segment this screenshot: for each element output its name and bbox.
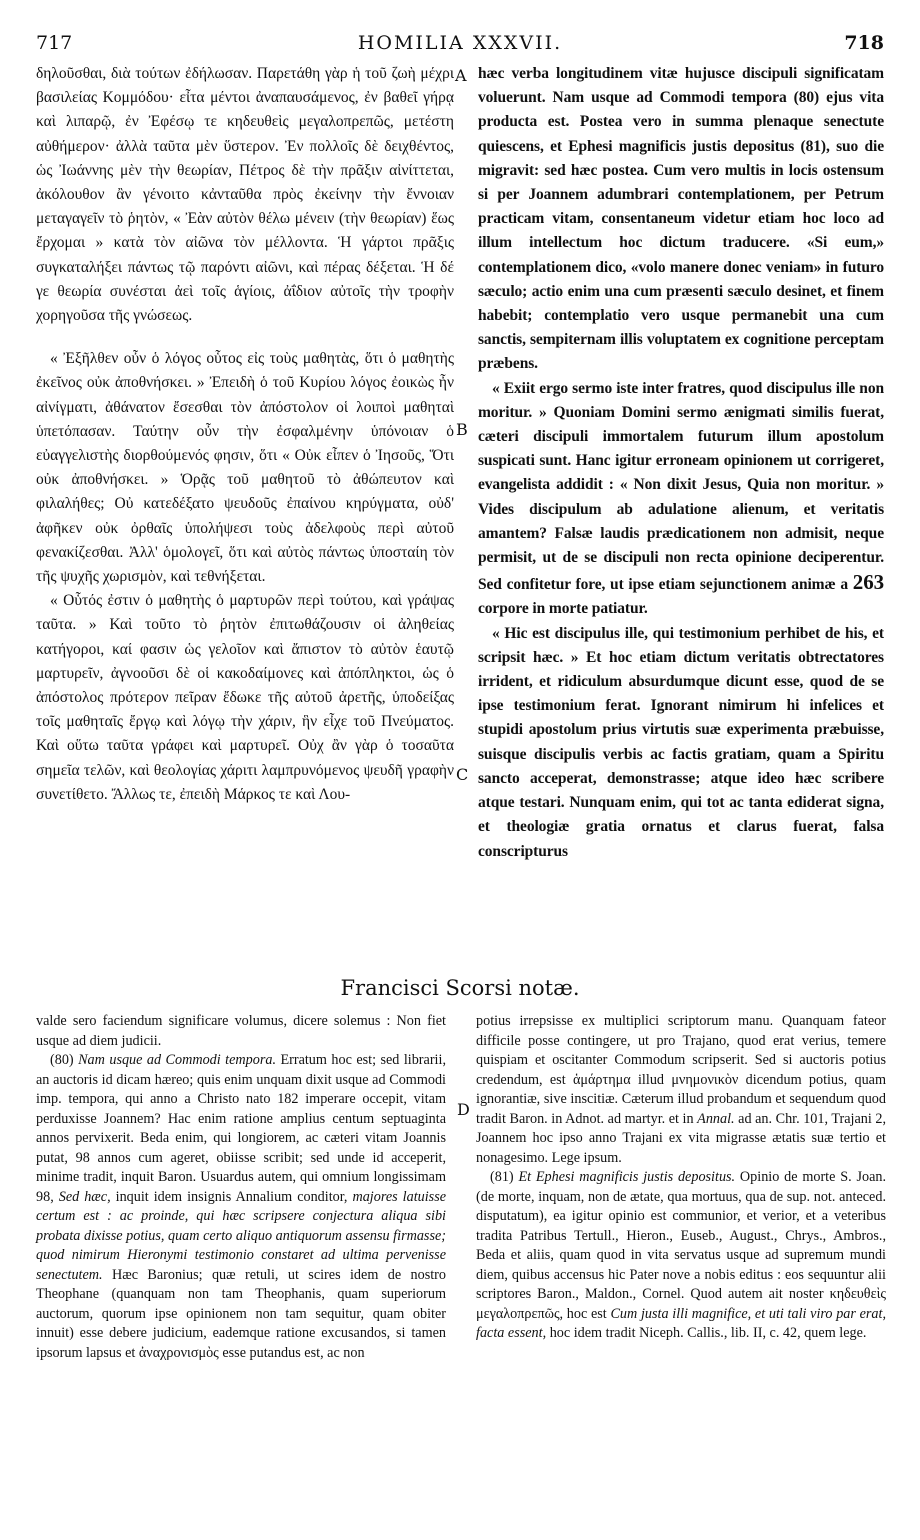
greek-paragraph: δηλοῦσθαι, διὰ τούτων ἐδήλωσαν. Παρετάθη γὰρ ἡ τοῦ ζωὴ μέχρι βασιλείας Κομμόδου· εἶτα μέντοι ἀναπαυσάμενος, ἐν βαθεῖ γήρᾳ καὶ λιπαρῷ, ἐν Ἐφέσῳ τε κηδευθεὶς μεγαλοπρεπῶς, μετέστη αὐθήμερον· ἀλλὰ ταῦτα μὲν ὕστερον. Ἐν πολλοῖς δὲ δειχθέντος, ὡς Ἰωάννης μὲν τὴν θεωρίαν, Πέτρος δὲ τὴν πρᾶξιν αἰνίττεται, ἀκόλουθον ἂν γένοιτο κἀνταῦθα πρὸς ἐκείνην τὴν ἔννοιαν μεταγαγεῖν τὸ ῥητὸν, « Ἐὰν αὐτὸν θέλω μένειν (τὴν θεωρίαν) ἕως ἔρχομαι » κατὰ τὸν αἰῶνα τὸν μέλλοντα. Ἡ γάρτοι πρᾶξις συγκαταλήξει πάντως τῷ παρόντι αἰῶνι, καὶ πέρας δέξεται. Ἡ δέ γε θεωρία συνέσται ἀεὶ τοῖς ἁγίοις, ἀΐδιον αὐτοῖς τὴν τροφὴν χορηγοῦσα τῆς γνώσεως.: [36, 65, 454, 325]
page-header: [36, 32, 884, 60]
notes-title: Francisci Scorsi notæ.: [340, 976, 580, 1000]
note-text: Opinio de morte S. Joan. (de morte, inquam, non de ætate, qua mortuus, qua de sup. not. anteced. disputatum), ea igitur opinio est communior, et verior, et a veteribus tradita Patribus Tertull., Hieron., Euseb., August., Chrys., Ambros., Beda et aliis, quam quod in vita servatus usque ad supremum mundi diem, quibus accensus hic Pater nove a nobis editus : eos sequuntur alii scriptores Baron., Maldon., Cornel. Quod autem ait noster κηδευθεὶς μεγαλοπρεπῶς, hoc est: [476, 1169, 887, 1322]
latin-paragraph-text: « Exiit ergo sermo iste inter fratres, quod discipulus ille non moritur. » Quoniam Domini sermo ænigmati similis fuerat, cæteri discipuli immortalem futurum illum apostolum suspicati sunt. Hanc igitur erroneam opinionem ut corrigeret, evangelista addidit : « Non dixit Jesus, Quia non moritur. » Vides discipulum ab adulatione alienum, et veritatis amantem? Falsæ laudis prædicationem non admisit, neque permisit, ut de se discipuli non recta opinione deciperentur. Sed confitetur fore, ut ipse etiam sejunctionem animæ a: [478, 379, 884, 594]
note-80: [36, 1051, 446, 1363]
margin-letter-b: B: [456, 420, 468, 439]
latin-paragraph-text: corpore in morte patiatur.: [478, 600, 648, 618]
latin-text-column: [478, 62, 884, 864]
note-text: hoc idem tradit Niceph. Callis., lib. II, c. 42, quem lege.: [549, 1325, 867, 1341]
margin-letter-a: A: [455, 66, 467, 85]
greek-text-column: [36, 62, 454, 807]
note-lemma: Sed hæc,: [58, 1188, 111, 1205]
page-number-left: 717: [36, 32, 73, 54]
note-text: inquit idem insignis Annalium conditor,: [115, 1188, 348, 1205]
note-quotation: majores latuisse certum est : ac proinde, qui hæc scripsere conjectura aliqua sibi probata dixisse potius, quam certo aliquo antiquorum assensu firmasse; quod nimirum Hieronymi testimonio constaret ad ultima pervenisse senectutem.: [36, 1188, 447, 1283]
note-text: potius irrepsisse ex multiplici scriptorum manu. Quanquam fateor difficile posse contingere, ut pro Trajano, quod erat verius, temere quispiam et oscitanter Commodum scripserit. Sed si auctoris potius credendum, est ἁμάρτημα illud μνημονικὸν dicendum potius, quam ignorantiæ, sive inscitiæ. Cæterum illud probandum et sequendum quod tradit Baron. in Adnot. ad martyr. et in: [476, 1013, 886, 1127]
note-text: Erratum hoc est; sed librarii, an auctoris id dicam hæreo; quis enim unquam dixit usque ad Commodi imp. tempora, qui anno a Christo nato 182 imperare occepit, vitam perduxisse Joannem? Hac enim ratione amplius centum septuaginta annos pervixerit. Beda enim, qui longiorem, ac cæteri vitam Joannis putat, 98 annos cum ageret, obiisse scribit; sed unde id acceperit, minime tradit, inquit Baron. Usuardus autem, qui omnium longissimam 98,: [36, 1052, 446, 1205]
note-number: (81): [490, 1169, 514, 1185]
note-81: [476, 1168, 886, 1344]
page-number-right: 718: [844, 32, 884, 54]
note-paragraph: [476, 1012, 886, 1168]
greek-paragraph: « Ἐξῆλθεν οὖν ὁ λόγος οὗτος εἰς τοὺς μαθητὰς, ὅτι ὁ μαθητὴς ἐκεῖνος οὐκ ἀποθνήσκει. » Ἐπειδὴ ὁ τοῦ Κυρίου λόγος ἐοικὼς ἦν αἰνίγματι, ἀθάνατον ἔσεσθαι τὸν ἀπόστολον οἱ λοιποὶ μαθηταὶ ὑπετόπασαν. Ταύτην οὖν τὴν ἐσφαλμένην ὑπόνοιαν ὁ εὐαγγελιστὴς διορθούμενός φησιν, ὅτι « Οὐκ εἶπεν ὁ Ἰησοῦς, Ὅτι οὐκ ἀποθνήσκει. » Ὁρᾷς τοῦ μαθητοῦ τὸ ἀθώπευτον καὶ φιλαλήθες; Οὐ κατεδέξατο ψευδοῦς ἐπαίνου κηρύγματα, οὐδ' ἀφῆκεν οὐκ ὀρθαῖς ὑπολήψεσι τοὺς ἀδελφοὺς περὶ αὐτοῦ φενακίζεσθαι. Ἀλλ' ὁμολογεῖ, ὅτι καὶ αὐτὸς πάντως ὑποσταίη τὸν τῆς ψυχῆς χωρισμὸν, καὶ τεθνήξεται.: [36, 350, 454, 586]
margin-letter-d: D: [457, 1100, 470, 1119]
latin-paragraph: hæc verba longitudinem vitæ hujusce discipuli significatam voluerunt. Nam usque ad Commodi tempora (80) ejus vita producta est. Postea vero in summa plenaque senectute quiescens, et Ephesi magnificis justis depositus (81), suo die migravit: sed hæc postea. Cum vero multis in locis ostensum si per Joannem adumbrari contemplationem, per Petrum practicam vitam, consentaneum videtur etiam hoc loco ad illum intellectum hoc dictum traducere. «Si eum,» contemplationem dico, «volo manere donec veniam» in futuro sæculo; actio enim una cum præsenti sæculo desinet, et finem habebit; contemplatio vero usque permanebit una cum sanctis, sempiternam illis voluptatem ex cognitione perceptam præbens.: [478, 65, 884, 373]
column-number: 263: [852, 570, 884, 595]
note-quotation: Cum justa illi magnifice, et uti tali viro par erat, facta essent,: [476, 1305, 886, 1341]
note-text: ad an. Chr. 101, Trajani 2, Joannem hoc ipso anno Trajani ex vita migrasse ætatis suæ tertio et nonagesimo. Lege ipsum.: [476, 1110, 886, 1166]
latin-paragraph: « Hic est discipulus ille, qui testimonium perhibet de his, et scripsit hæc. » Et hoc etiam dictum veritatis obtrectatores irrident, et ridiculum absurdumque dicunt esse, quod de se ipse testimonium ferat. Ignorant nimirum hi infelices et stupidi apostolum prius virtutis suæ experimenta præbuisse, suisque discipulis verbis ac factis gratiam, quam a Spiritu sancto acceperat, demonstrasse; atque ideo hæc scribere atque testari. Nunquam enim, qui tot ac tanta ediderat signa, et theologiæ gratia ornatus et clarus fuerat, falsa conscripturus: [478, 624, 884, 860]
note-lemma: Nam usque ad Commodi tempora.: [78, 1052, 276, 1068]
greek-paragraph: « Οὗτός ἐστιν ὁ μαθητὴς ὁ μαρτυρῶν περὶ τούτου, καὶ γράψας ταῦτα. » Καὶ τοῦτο τὸ ῥητὸν ἐπιτωθάζουσιν οἱ ἀληθείας κατήγοροι, καί φασιν ὡς γελοῖον καὶ ἄπιστον τὸ αὐτὸν ἑαυτῷ μαρτυρεῖν, ἀγνοοῦσι δὲ οἱ κακοδαίμονες καὶ ἀπόπληκτοι, ὡς ὁ ἀπόστολος πρότερον πεῖραν ἔδωκε τῆς αὐτοῦ ἀρετῆς, ὑποδείξας τοῖς μαθηταῖς ἔργῳ καὶ λόγῳ τὴν χάριν, ἣν εἶχε τοῦ Πνεύματος. Καὶ οὕτω ταῦτα γράφει καὶ μαρτυρεῖ. Οὐχ ἂν γὰρ ὁ τοσαῦτα σημεῖα τελῶν, καὶ θεολογίας χάριτι λαμπρυνόμενος ψευδῆ γραφὴν συνετίθετο. Ἄλλως τε, ἐπειδὴ Μάρκος τε καὶ Λου-: [36, 592, 454, 803]
running-title: ΗΟΜΙLIA XXXVII.: [357, 32, 563, 54]
note-lemma: Et Ephesi magnificis justis depositus.: [518, 1169, 736, 1185]
note-paragraph: valde sero faciendum significare volumus, dicere solemus : Non fiet usque ad diem judicii.: [36, 1013, 446, 1049]
notes-column-left: [36, 1012, 446, 1363]
note-reference: Annal.: [697, 1110, 735, 1127]
note-text: Hæc Baronius; quæ retuli, ut scires idem de nostro Theophane (quanquam non tam Theophanis, quam superiorum auctorum, quorum ipse opinionem non tam sequitur, quam obiter innuit) esse debere judicium, eademque ratione excusandos, si tamen ipsorum lapsus et ἀναχρονισμὸς esse putandus est, ac non: [36, 1266, 447, 1361]
notes-column-right: [476, 1012, 886, 1344]
latin-paragraph: [478, 377, 884, 622]
margin-letter-c: C: [456, 765, 469, 784]
note-number: (80): [50, 1052, 74, 1068]
